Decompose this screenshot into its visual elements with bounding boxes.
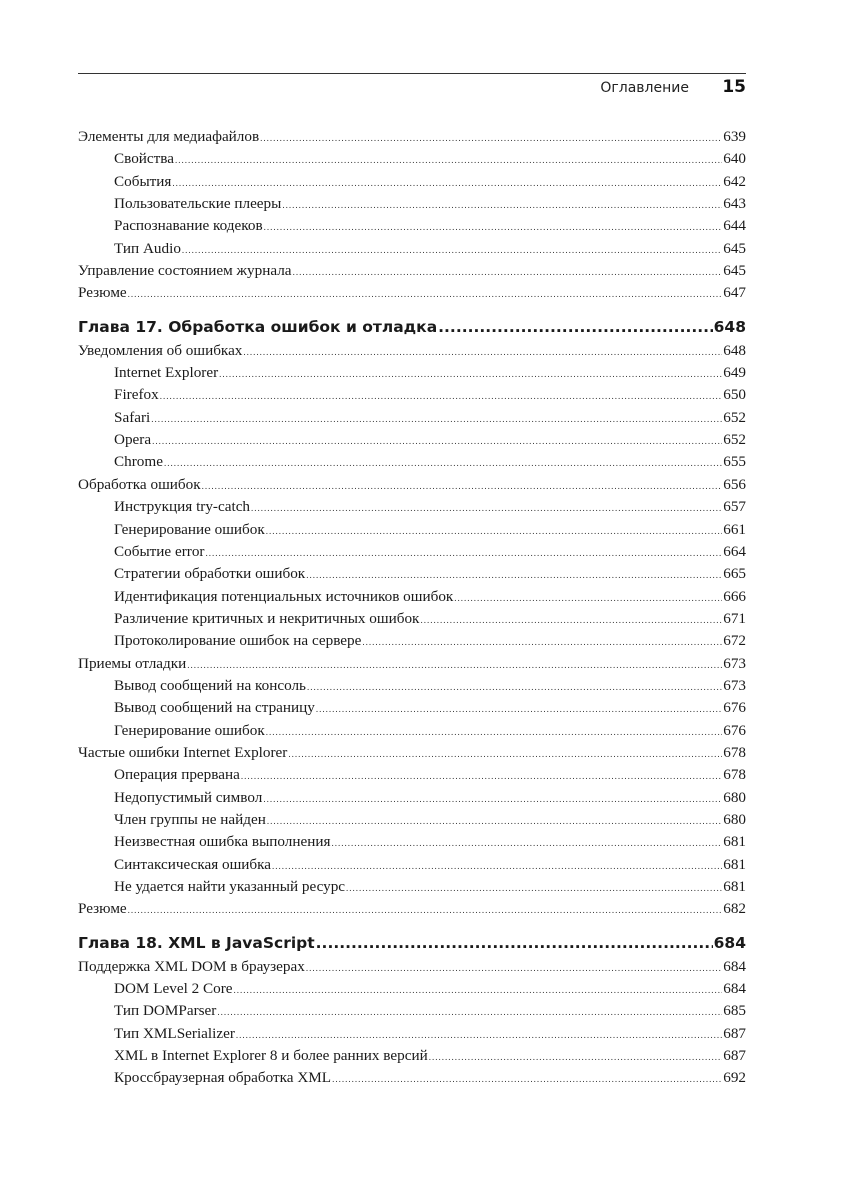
toc-entry-page-number: 664 — [723, 542, 746, 560]
toc-entry-title: Резюме — [78, 284, 127, 302]
toc-section-entry — [78, 340, 746, 362]
dot-leader — [205, 542, 722, 563]
toc-entry-title: DOM Level 2 Core — [114, 980, 233, 998]
toc-entry-title: Частые ошибки Internet Explorer — [78, 743, 288, 761]
toc-entry-page-number: 639 — [723, 128, 746, 145]
dot-leader — [266, 520, 722, 541]
toc-entry-page-number: 684 — [713, 933, 746, 952]
toc-entry-title: Распознавание кодеков — [114, 217, 263, 235]
toc-subsection-entry — [78, 876, 746, 898]
toc-entry-title: Генерирование ошибок — [114, 721, 265, 739]
toc-entry-title: Вывод сообщений на страницу — [114, 699, 315, 717]
dot-leader — [236, 1024, 722, 1045]
toc-entry-page-number: 678 — [723, 743, 746, 761]
toc-entry-page-number: 684 — [723, 957, 746, 975]
dot-leader — [202, 475, 723, 496]
toc-entry-page-number: 650 — [723, 386, 746, 404]
dot-leader — [234, 979, 723, 1000]
toc-subsection-entry — [78, 519, 746, 541]
dot-leader — [251, 497, 722, 518]
toc-entry-page-number: 684 — [723, 980, 746, 998]
dot-leader — [306, 564, 722, 585]
dot-leader — [217, 1001, 722, 1022]
dot-leader — [429, 1046, 723, 1067]
toc-entry-title: Не удается найти указанный ресурс — [114, 878, 346, 895]
toc-entry-page-number: 652 — [723, 408, 746, 426]
toc-entry-title: События — [114, 172, 172, 190]
toc-entry-page-number: 681 — [723, 855, 746, 873]
dot-leader — [454, 587, 722, 608]
toc-entry-title: Тип DOMParser — [114, 1002, 217, 1020]
toc-subsection-entry — [78, 384, 746, 406]
dot-leader — [346, 877, 722, 898]
toc-entry-page-number: 687 — [723, 1024, 746, 1042]
dot-leader — [332, 1068, 722, 1089]
toc-entry-page-number: 685 — [723, 1002, 746, 1020]
dot-leader — [272, 855, 722, 876]
toc-subsection-entry — [78, 362, 746, 384]
dot-leader — [187, 654, 722, 675]
dot-leader — [219, 363, 722, 384]
dot-leader — [316, 698, 722, 719]
toc-subsection-entry — [78, 697, 746, 719]
dot-leader — [182, 239, 722, 260]
toc-section-entry — [78, 956, 746, 978]
toc-subsection-entry — [78, 1023, 746, 1045]
dot-leader — [331, 832, 722, 853]
dot-leader — [267, 810, 722, 831]
dot-leader — [172, 172, 722, 193]
table-of-contents — [78, 126, 746, 1090]
dot-leader — [151, 408, 722, 429]
toc-subsection-entry — [78, 854, 746, 876]
toc-section-entry — [78, 282, 746, 304]
toc-section-entry — [78, 898, 746, 920]
toc-entry-page-number: 673 — [723, 676, 746, 694]
toc-subsection-entry — [78, 809, 746, 831]
dot-leader — [263, 788, 722, 809]
toc-entry-title: Уведомления об ошибках — [78, 341, 243, 359]
toc-entry-title: Internet Explorer — [114, 364, 219, 382]
toc-entry-title: Свойства — [114, 150, 175, 168]
toc-entry-title: Firefox — [114, 386, 159, 404]
dot-leader — [266, 721, 722, 742]
toc-entry-title: Инструкция try-catch — [114, 498, 251, 516]
dot-leader — [128, 899, 723, 920]
dot-leader — [128, 283, 723, 304]
toc-entry-title: Резюме — [78, 900, 127, 918]
dot-leader — [362, 631, 722, 652]
dot-leader — [307, 676, 722, 697]
toc-entry-title: Chrome — [114, 453, 163, 471]
dot-leader — [288, 743, 722, 764]
toc-subsection-entry — [78, 1067, 746, 1089]
toc-entry-title: XML в Internet Explorer 8 и более ранних версий — [114, 1047, 428, 1065]
toc-entry-title: Различение критичных и некритичных ошибок — [114, 609, 420, 627]
toc-entry-page-number: 652 — [723, 431, 746, 449]
toc-entry-page-number: 680 — [723, 810, 746, 828]
toc-subsection-entry — [78, 608, 746, 630]
toc-entry-page-number: 657 — [723, 498, 746, 516]
toc-entry-title: Глава 18. XML в JavaScript — [78, 933, 315, 952]
toc-subsection-entry — [78, 1000, 746, 1022]
toc-entry-title: Событие error — [114, 542, 205, 560]
toc-entry-title: Глава 17. Обработка ошибок и отладка — [78, 317, 438, 336]
toc-entry-page-number: 680 — [723, 788, 746, 806]
toc-entry-title: Операция прервана — [114, 766, 240, 784]
toc-entry-page-number: 665 — [723, 565, 746, 583]
toc-subsection-entry — [78, 193, 746, 215]
dot-leader — [293, 261, 723, 282]
toc-entry-title: Генерирование ошибок — [114, 520, 265, 538]
toc-entry-page-number: 687 — [723, 1047, 746, 1065]
toc-entry-title: Управление состоянием журнала — [78, 262, 292, 280]
toc-entry-page-number: 645 — [723, 239, 746, 257]
dot-leader — [260, 127, 722, 148]
toc-entry-page-number: 649 — [723, 364, 746, 382]
toc-entry-title: Член группы не найден — [114, 810, 266, 828]
toc-entry-page-number: 676 — [723, 699, 746, 717]
toc-subsection-entry — [78, 238, 746, 260]
toc-subsection-entry — [78, 541, 746, 563]
toc-entry-page-number: 648 — [723, 341, 746, 359]
toc-entry-title: Стратегии обработки ошибок — [114, 565, 306, 583]
dot-leader — [306, 957, 722, 978]
dot-leader — [264, 216, 723, 237]
toc-entry-page-number: 676 — [723, 721, 746, 739]
toc-subsection-entry — [78, 978, 746, 1000]
toc-entry-page-number: 642 — [723, 172, 746, 190]
toc-subsection-entry — [78, 148, 746, 170]
toc-chapter-heading — [78, 932, 746, 954]
toc-entry-page-number: 672 — [723, 632, 746, 650]
toc-chapter-heading — [78, 316, 746, 338]
toc-entry-title: Opera — [114, 431, 152, 449]
toc-entry-title: Тип Audio — [114, 239, 181, 257]
toc-subsection-entry — [78, 407, 746, 429]
toc-entry-title: Элементы для медиафайлов — [78, 128, 260, 145]
toc-subsection-entry — [78, 787, 746, 809]
toc-entry-page-number: 666 — [723, 587, 746, 605]
toc-entry-page-number: 678 — [723, 766, 746, 784]
toc-entry-page-number: 647 — [723, 284, 746, 302]
toc-subsection-entry — [78, 630, 746, 652]
toc-entry-page-number: 673 — [723, 654, 746, 672]
toc-entry-title: Приемы отладки — [78, 654, 187, 672]
toc-entry-title: Недопустимый символ — [114, 788, 263, 806]
toc-subsection-entry — [78, 764, 746, 786]
toc-entry-page-number: 644 — [723, 217, 746, 235]
toc-section-entry — [78, 260, 746, 282]
header-rule — [78, 73, 746, 74]
toc-entry-page-number: 645 — [723, 262, 746, 280]
toc-entry-title: Safari — [114, 408, 151, 426]
toc-section-entry — [78, 126, 746, 148]
toc-subsection-entry — [78, 496, 746, 518]
toc-entry-page-number: 661 — [723, 520, 746, 538]
toc-entry-page-number: 648 — [713, 317, 746, 336]
toc-entry-page-number: 681 — [723, 833, 746, 851]
toc-entry-title: Протоколирование ошибок на сервере — [114, 632, 362, 650]
toc-subsection-entry — [78, 429, 746, 451]
toc-subsection-entry — [78, 1045, 746, 1067]
toc-entry-page-number: 656 — [723, 475, 746, 493]
toc-section-entry — [78, 653, 746, 675]
toc-entry-page-number: 681 — [723, 878, 746, 895]
toc-subsection-entry — [78, 215, 746, 237]
toc-entry-page-number: 692 — [723, 1069, 746, 1087]
dot-leader — [152, 430, 722, 451]
toc-entry-page-number: 655 — [723, 453, 746, 471]
dot-leader — [282, 194, 722, 215]
toc-entry-page-number: 682 — [723, 900, 746, 918]
dot-leader — [243, 341, 722, 362]
toc-subsection-entry — [78, 831, 746, 853]
dot-leader — [241, 765, 722, 786]
toc-entry-title: Идентификация потенциальных источников ошибок — [114, 587, 454, 605]
toc-section-entry — [78, 742, 746, 764]
toc-entry-title: Обработка ошибок — [78, 475, 201, 493]
dot-leader — [316, 932, 713, 954]
toc-entry-title: Неизвестная ошибка выполнения — [114, 833, 331, 851]
toc-entry-title: Поддержка XML DOM в браузерах — [78, 957, 305, 975]
dot-leader — [420, 609, 722, 630]
dot-leader — [164, 452, 722, 473]
toc-subsection-entry — [78, 586, 746, 608]
running-title: Оглавление — [600, 80, 689, 96]
toc-subsection-entry — [78, 675, 746, 697]
dot-leader — [438, 316, 712, 338]
toc-section-entry — [78, 474, 746, 496]
toc-entry-title: Кроссбраузерная обработка XML — [114, 1069, 332, 1087]
toc-subsection-entry — [78, 451, 746, 473]
toc-entry-page-number: 671 — [723, 609, 746, 627]
page-number: 15 — [722, 77, 746, 97]
dot-leader — [160, 385, 723, 406]
dot-leader — [175, 149, 722, 170]
toc-subsection-entry — [78, 563, 746, 585]
toc-subsection-entry — [78, 720, 746, 742]
toc-entry-page-number: 640 — [723, 150, 746, 168]
toc-entry-title: Пользовательские плееры — [114, 195, 282, 213]
toc-entry-title: Вывод сообщений на консоль — [114, 676, 306, 694]
toc-entry-title: Синтаксическая ошибка — [114, 855, 272, 873]
toc-entry-page-number: 643 — [723, 195, 746, 213]
toc-entry-title: Тип XMLSerializer — [114, 1024, 235, 1042]
toc-subsection-entry — [78, 171, 746, 193]
